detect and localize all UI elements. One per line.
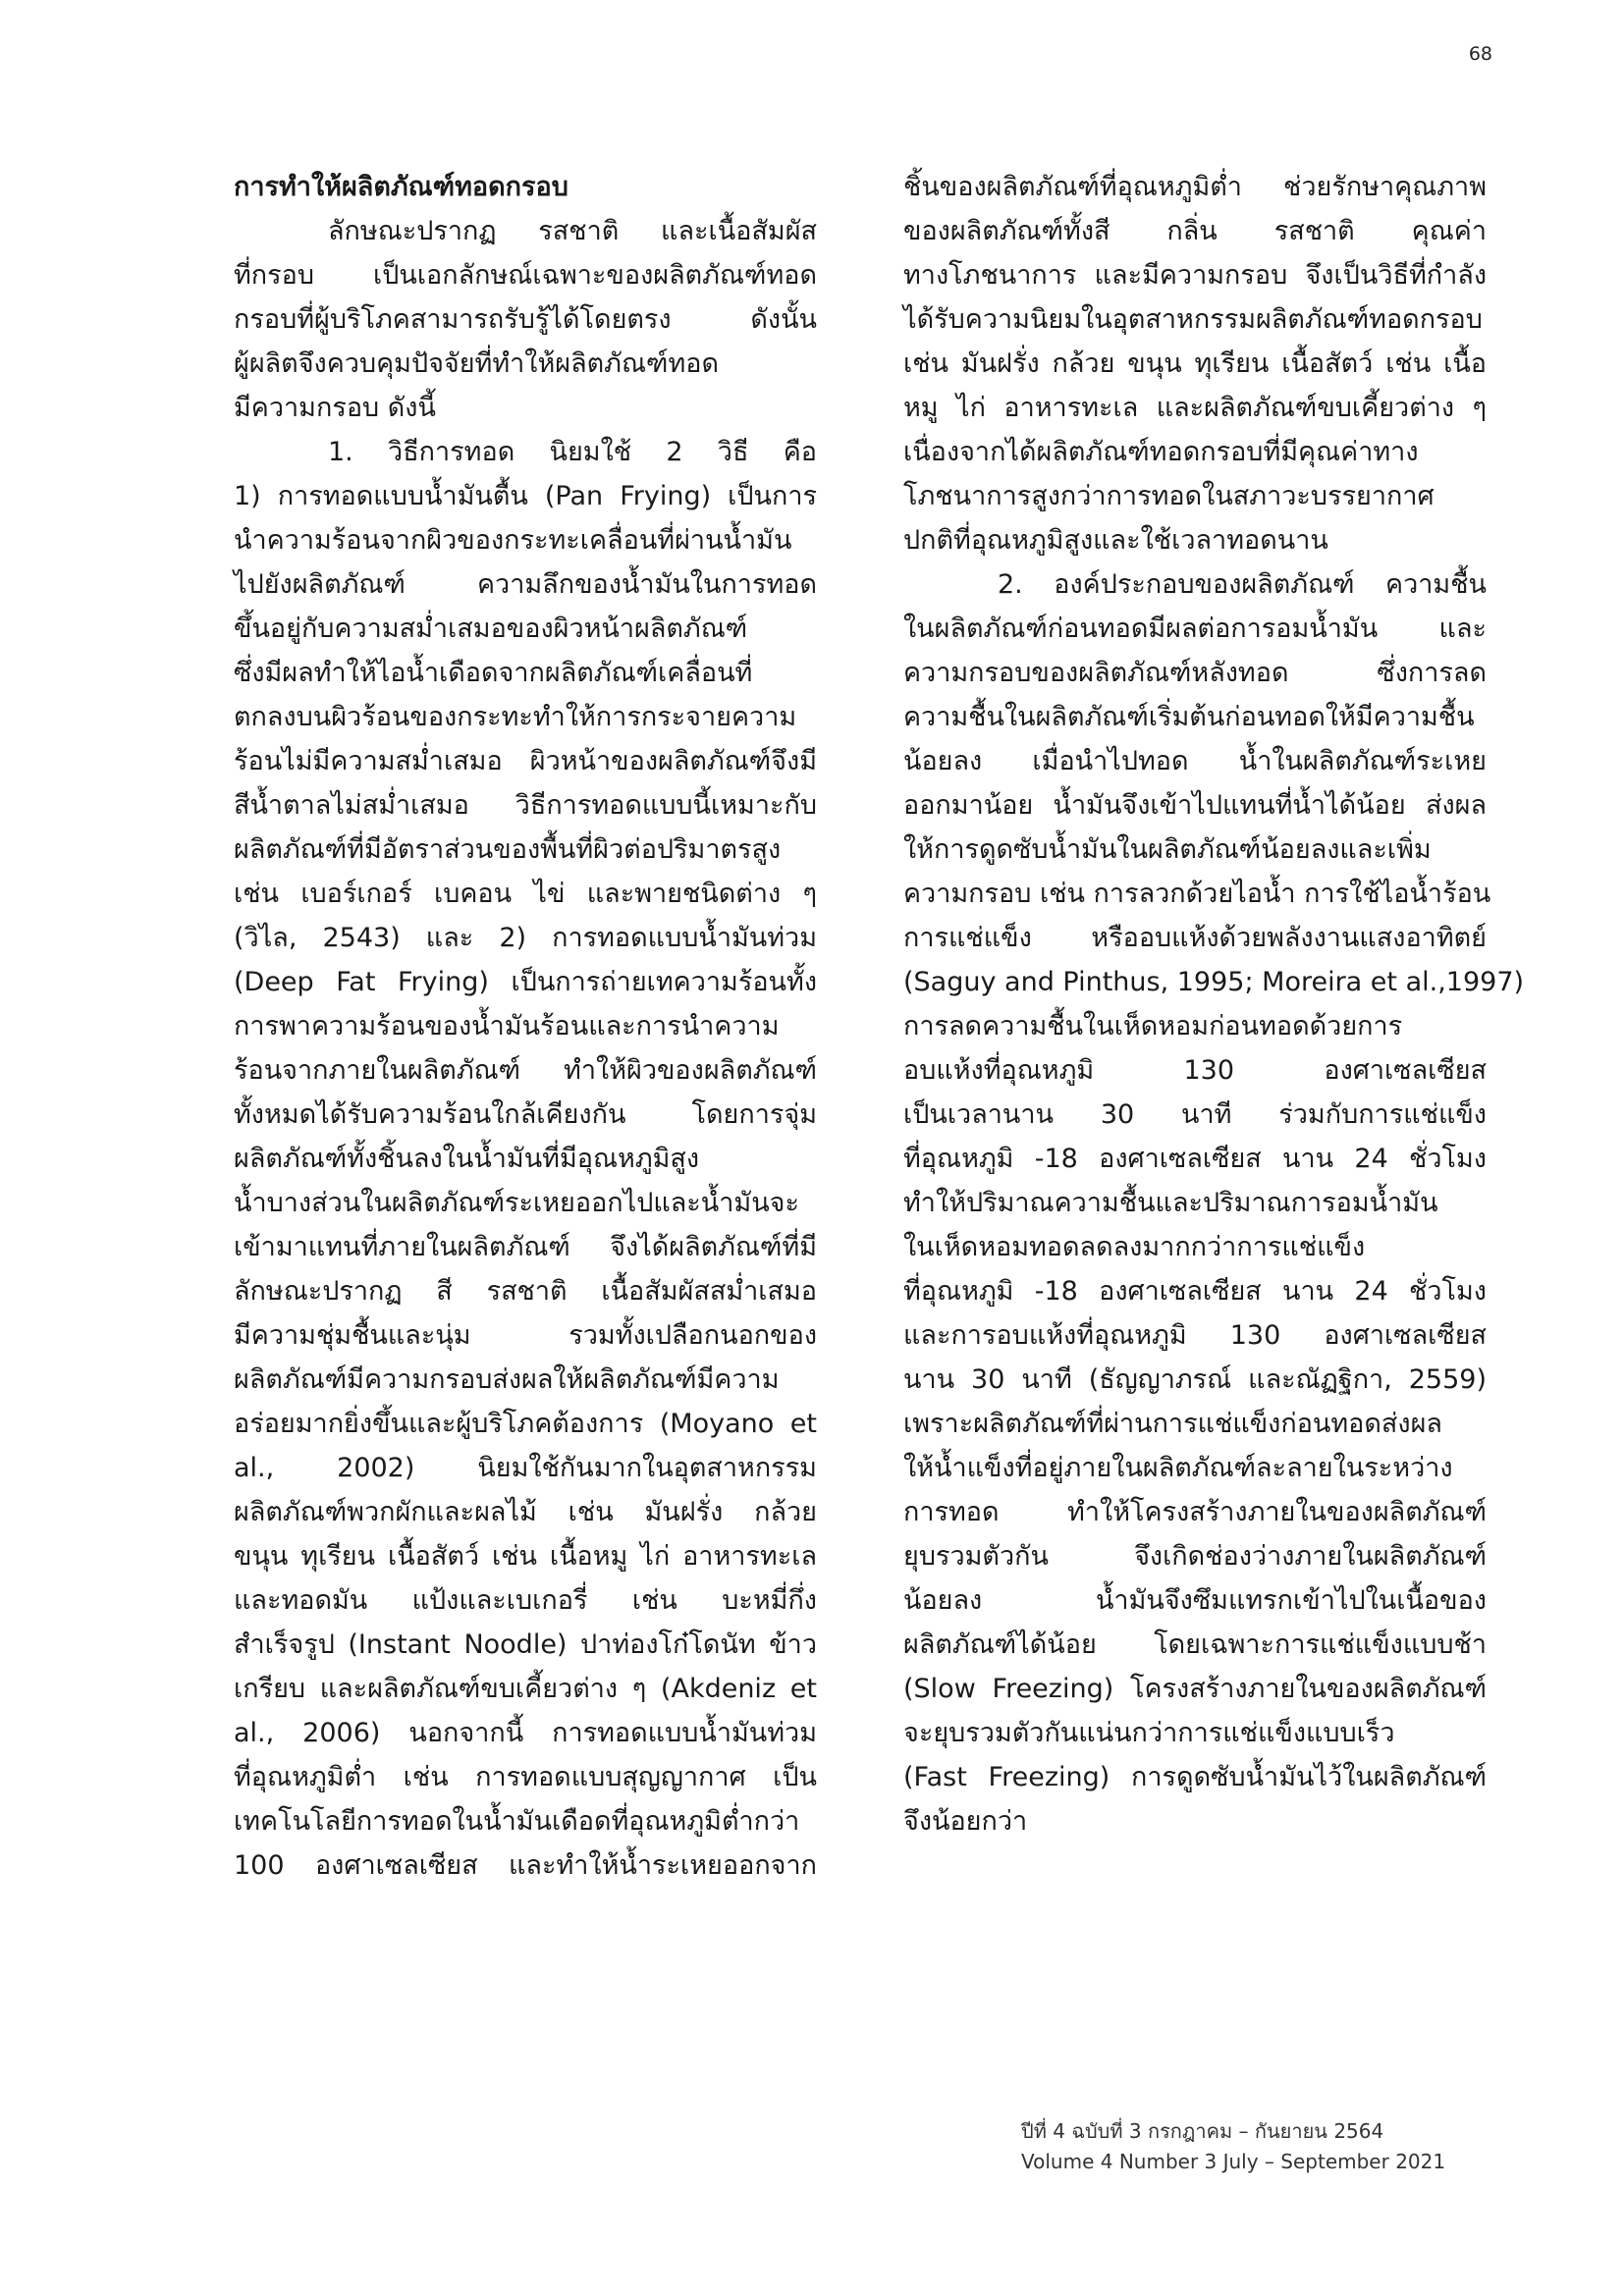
text-line: ชิ้นของผลิตภัณฑ์ที่อุณหภูมิต่ำ ช่วยรักษาคุณภาพ — [903, 172, 1487, 202]
text-line: ผลิตภัณฑ์ได้น้อย โดยเฉพาะการแช่แข็งแบบช้า — [903, 1629, 1487, 1660]
text-line: ทำให้ปริมาณความชื้นและปริมาณการอมน้ำมัน — [903, 1188, 1438, 1218]
text-line: ร้อนจากภายในผลิตภัณฑ์ ทำให้ผิวของผลิตภัณฑ์ — [234, 1055, 817, 1086]
text-line: (Slow Freezing) โครงสร้างภายในของผลิตภัณฑ์ — [903, 1674, 1487, 1704]
text-line: ความกรอบของผลิตภัณฑ์หลังทอด ซึ่งการลด — [903, 658, 1487, 688]
text-line: ผู้ผลิตจึงควบคุมปัจจัยที่ทำให้ผลิตภัณฑ์ทอด — [234, 348, 719, 379]
text-line: เป็นเวลานาน 30 นาที ร่วมกับการแช่แข็ง — [903, 1099, 1487, 1130]
text-line: จึงน้อยกว่า — [903, 1806, 1028, 1837]
text-line: ไปยังผลิตภัณฑ์ ความลึกของน้ำมันในการทอด — [234, 569, 817, 600]
text-line: ที่อุณหภูมิ -18 องศาเซลเซียส นาน 24 ชั่วโมง — [903, 1144, 1487, 1174]
text-line: al., 2006) นอกจากนี้ การทอดแบบน้ำมันท่วม — [234, 1718, 817, 1748]
text-line: และการอบแห้งที่อุณหภูมิ 130 องศาเซลเซียส — [903, 1320, 1487, 1351]
text-line: น้อยลง น้ำมันจึงซึมแทรกเข้าไปในเนื้อของ — [903, 1585, 1487, 1616]
text-line: สีน้ำตาลไม่สม่ำเสมอ วิธีการทอดแบบนี้เหมาะกับ — [234, 790, 817, 821]
text-line: เข้ามาแทนที่ภายในผลิตภัณฑ์ จึงได้ผลิตภัณฑ์ที่มี — [234, 1232, 817, 1262]
text-line: ความกรอบ เช่น การลวกด้วยไอน้ำ การใช้ไอน้ำร้อน — [903, 879, 1491, 909]
right-column — [903, 165, 1525, 1843]
text-line: ขึ้นอยู่กับความสม่ำเสมอของผิวหน้าผลิตภัณฑ์ — [234, 614, 748, 644]
text-line: หมู ไก่ อาหารทะเล และผลิตภัณฑ์ขบเคี้ยวต่าง ๆ — [903, 393, 1487, 423]
text-line: มีความชุ่มชื้นและนุ่ม รวมทั้งเปลือกนอกของ — [234, 1320, 817, 1351]
text-line: การลดความชื้นในเห็ดหอมก่อนทอดด้วยการ — [903, 1011, 1403, 1041]
text-line: นาน 30 นาที (ธัญญาภรณ์ และณัฏฐิกา, 2559) — [903, 1364, 1487, 1395]
text-line: ขนุน ทุเรียน เนื้อสัตว์ เช่น เนื้อหมู ไก่ อาหารทะเล — [234, 1541, 817, 1572]
text-line: เทคโนโลยีการทอดในน้ำมันเดือดที่อุณหภูมิต่ำกว่า — [234, 1806, 800, 1837]
text-line: ผลิตภัณฑ์พวกผักและผลไม้ เช่น มันฝรั่ง กล้วย — [234, 1497, 817, 1527]
text-line: ในเห็ดหอมทอดลดลงมากกว่าการแช่แข็ง — [903, 1232, 1366, 1262]
text-line: การแช่แข็ง หรืออบแห้งด้วยพลังงานแสงอาทิตย์ — [903, 923, 1487, 953]
text-line: เพราะผลิตภัณฑ์ที่ผ่านการแช่แข็งก่อนทอดส่งผล — [903, 1409, 1442, 1439]
text-line: (Saguy and Pinthus, 1995; Moreira et al.,1997) — [903, 967, 1525, 997]
text-line: ซึ่งมีผลทำให้ไอน้ำเดือดจากผลิตภัณฑ์เคลื่อนที่ — [234, 658, 753, 688]
text-line: 2. องค์ประกอบของผลิตภัณฑ์ ความชื้น — [998, 569, 1487, 600]
text-line: 100 องศาเซลเซียส และทำให้น้ำระเหยออกจาก — [234, 1850, 817, 1881]
text-line: เช่น มันฝรั่ง กล้วย ขนุน ทุเรียน เนื้อสัตว์ เช่น เนื้อ — [903, 348, 1487, 379]
text-line: ร้อนไม่มีความสม่ำเสมอ ผิวหน้าของผลิตภัณฑ์จึงมี — [234, 746, 817, 776]
text-line: สำเร็จรูป (Instant Noodle) ปาท่องโก๋โดนัท ข้าว — [234, 1629, 817, 1660]
text-line: ผลิตภัณฑ์ที่มีอัตราส่วนของพื้นที่ผิวต่อปริมาตรสูง — [234, 834, 782, 865]
text-line: ได้รับความนิยมในอุตสาหกรรมผลิตภัณฑ์ทอดกรอบ — [903, 304, 1483, 335]
text-line: การทอด ทำให้โครงสร้างภายในของผลิตภัณฑ์ — [903, 1497, 1487, 1527]
text-line: การพาความร้อนของน้ำมันร้อนและการนำความ — [234, 1011, 780, 1041]
section-heading: การทำให้ผลิตภัณฑ์ทอดกรอบ — [234, 172, 568, 202]
text-line: ทางโภชนาการ และมีความกรอบ จึงเป็นวิธีที่กำลัง — [903, 260, 1487, 291]
text-line: ที่อุณหภูมิ -18 องศาเซลเซียส นาน 24 ชั่วโมง — [903, 1276, 1487, 1307]
text-line: 1) การทอดแบบน้ำมันตื้น (Pan Frying) เป็นการ — [234, 481, 817, 511]
footer-english: Volume 4 Number 3 July – September 2021 — [1021, 2150, 1446, 2173]
page-number: 68 — [1468, 43, 1492, 65]
left-column — [234, 165, 817, 1888]
text-line: ออกมาน้อย น้ำมันจึงเข้าไปแทนที่น้ำได้น้อย ส่งผล — [903, 790, 1487, 821]
text-line: น้อยลง เมื่อนำไปทอด น้ำในผลิตภัณฑ์ระเหย — [903, 746, 1487, 776]
text-line: เช่น เบอร์เกอร์ เบคอน ไข่ และพายชนิดต่าง ๆ — [234, 879, 817, 909]
text-line: กรอบที่ผู้บริโภคสามารถรับรู้ได้โดยตรง ดังนั้น — [234, 304, 817, 335]
text-line: จะยุบรวมตัวกันแน่นกว่าการแช่แข็งแบบเร็ว — [903, 1718, 1395, 1748]
text-line: น้ำบางส่วนในผลิตภัณฑ์ระเหยออกไปและน้ำมันจะ — [234, 1188, 799, 1218]
text-line: ผลิตภัณฑ์ทั้งชิ้นลงในน้ำมันที่มีอุณหภูมิสูง — [234, 1144, 700, 1174]
text-line: มีความกรอบ ดังนี้ — [234, 393, 436, 423]
text-line: ในผลิตภัณฑ์ก่อนทอดมีผลต่อการอมน้ำมัน และ — [903, 614, 1487, 644]
text-line: ของผลิตภัณฑ์ทั้งสี กลิ่น รสชาติ คุณค่า — [903, 216, 1487, 246]
text-line: ปกติที่อุณหภูมิสูงและใช้เวลาทอดนาน — [903, 525, 1328, 556]
text-line: อบแห้งที่อุณหภูมิ 130 องศาเซลเซียส — [903, 1055, 1487, 1086]
text-line: ให้การดูดซับน้ำมันในผลิตภัณฑ์น้อยลงและเพิ่ม — [903, 834, 1432, 865]
text-line: ผลิตภัณฑ์มีความกรอบส่งผลให้ผลิตภัณฑ์มีความ — [234, 1364, 780, 1395]
footer-thai: ปีที่ 4 ฉบับที่ 3 กรกฎาคม – กันยายน 2564 — [1021, 2119, 1384, 2143]
text-line: และทอดมัน แป้งและเบเกอรี่ เช่น บะหมี่กึ่ง — [234, 1585, 817, 1616]
text-line: อร่อยมากยิ่งขึ้นและผู้บริโภคต้องการ (Moyano et — [234, 1409, 817, 1439]
text-line: ลักษณะปรากฏ รสชาติ และเนื้อสัมผัส — [328, 216, 817, 246]
text-line: ที่กรอบ เป็นเอกลักษณ์เฉพาะของผลิตภัณฑ์ทอด — [234, 260, 817, 291]
text-line: นำความร้อนจากผิวของกระทะเคลื่อนที่ผ่านน้ำมัน — [234, 525, 792, 556]
text-line: al., 2002) นิยมใช้กันมากในอุตสาหกรรม — [234, 1453, 817, 1483]
text-line: (Deep Fat Frying) เป็นการถ่ายเทความร้อนทั้ง — [234, 967, 817, 997]
text-line: (Fast Freezing) การดูดซับน้ำมันไว้ในผลิตภัณฑ์ — [903, 1762, 1487, 1792]
text-line: ให้น้ำแข็งที่อยู่ภายในผลิตภัณฑ์ละลายในระหว่าง — [903, 1453, 1453, 1483]
text-line: เนื่องจากได้ผลิตภัณฑ์ทอดกรอบที่มีคุณค่าทาง — [903, 437, 1419, 467]
text-line: ลักษณะปรากฏ สี รสชาติ เนื้อสัมผัสสม่ำเสมอ — [234, 1276, 817, 1307]
text-line: 1. วิธีการทอด นิยมใช้ 2 วิธี คือ — [328, 437, 817, 467]
text-line: ความชื้นในผลิตภัณฑ์เริ่มต้นก่อนทอดให้มีความชื้น — [903, 702, 1475, 732]
text-line: โภชนาการสูงกว่าการทอดในสภาวะบรรยากาศ — [903, 481, 1435, 511]
text-line: ตกลงบนผิวร้อนของกระทะทำให้การกระจายความ — [234, 702, 797, 732]
text-line: ยุบรวมตัวกัน จึงเกิดช่องว่างภายในผลิตภัณฑ์ — [903, 1541, 1487, 1572]
text-line: ที่อุณหภูมิต่ำ เช่น การทอดแบบสุญญากาศ เป็น — [234, 1762, 817, 1792]
text-line: (วิไล, 2543) และ 2) การทอดแบบน้ำมันท่วม — [234, 923, 817, 953]
text-line: ทั้งหมดได้รับความร้อนใกล้เคียงกัน โดยการจุ่ม — [234, 1099, 817, 1130]
text-line: เกรียบ และผลิตภัณฑ์ขบเคี้ยวต่าง ๆ (Akdeniz et — [234, 1674, 817, 1704]
